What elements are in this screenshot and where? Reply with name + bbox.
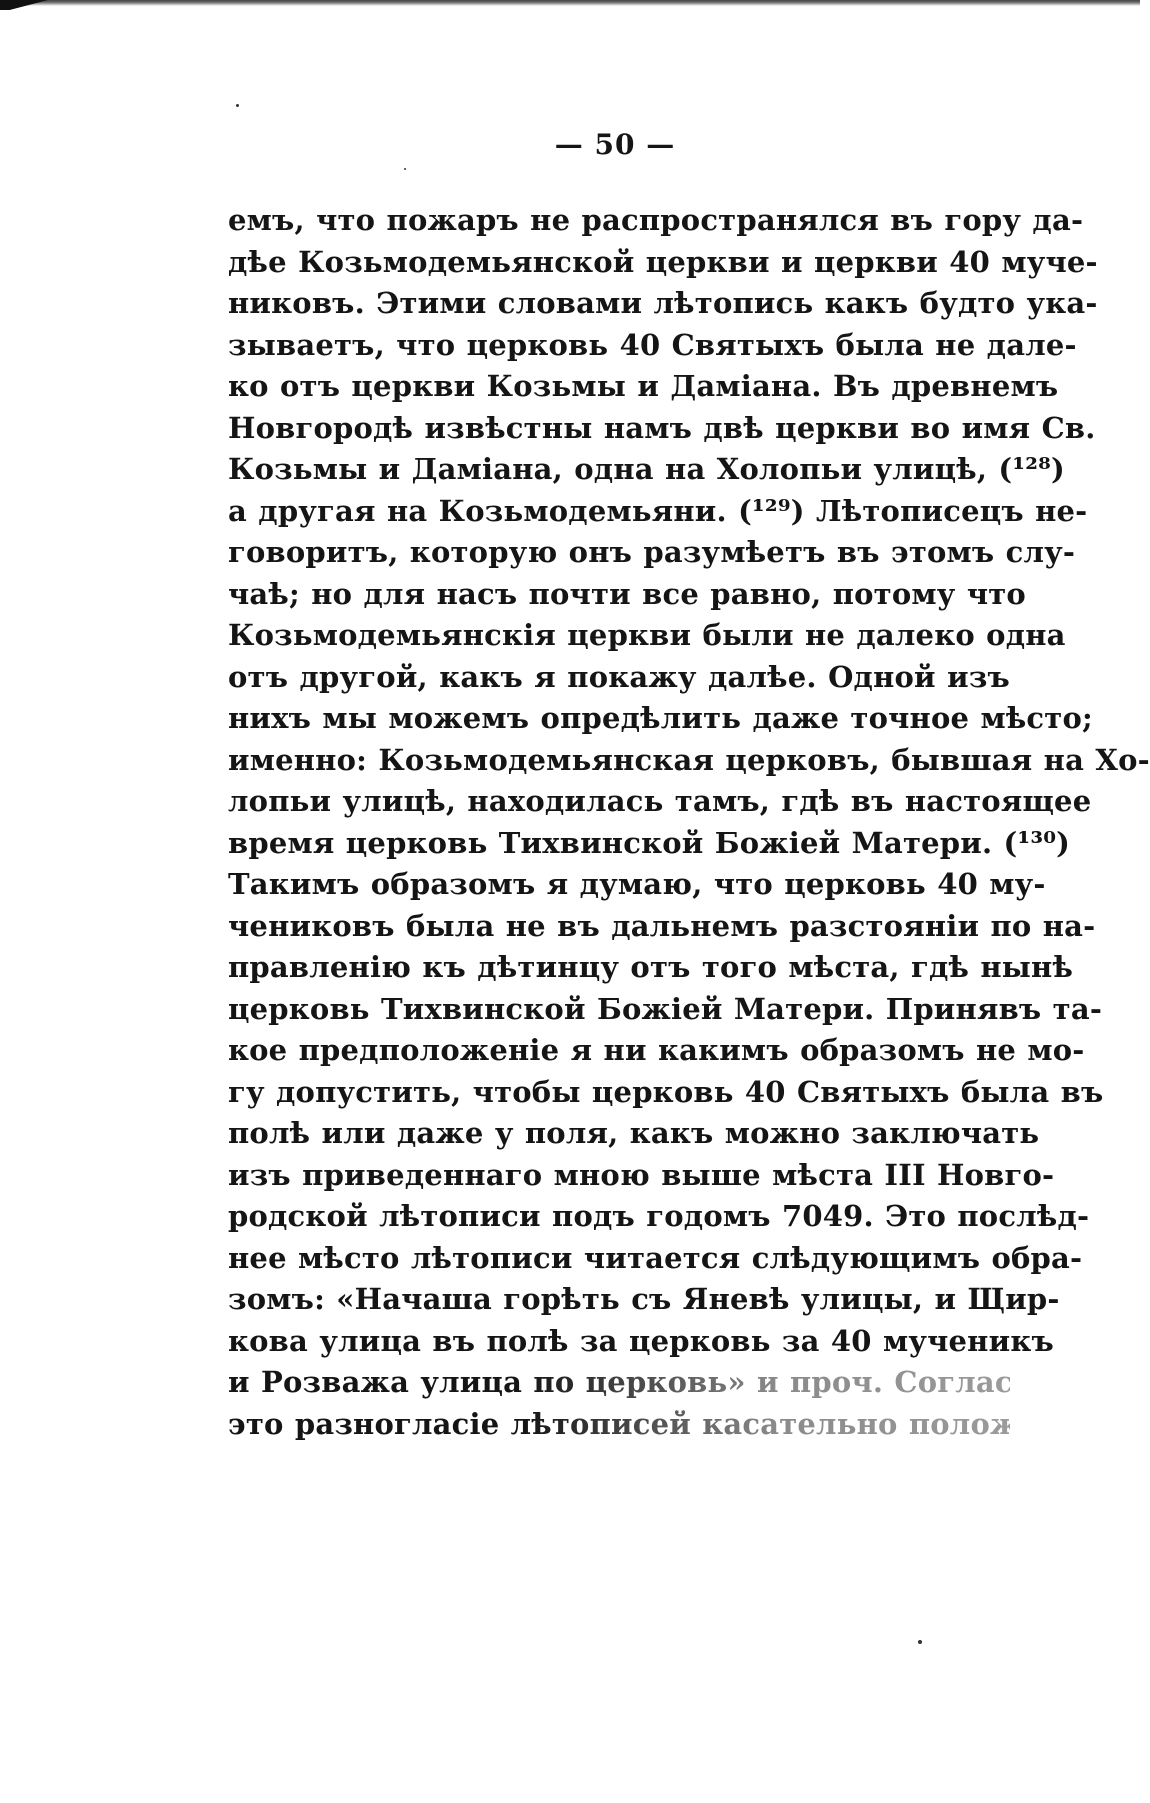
text-line: никовъ. Этими словами лѣтопись какъ будто ука- — [228, 286, 1098, 320]
text-line: говоритъ, которую онъ разумѣетъ въ этомъ слу- — [228, 535, 1076, 569]
text-line: кое предположеніе я ни какимъ образомъ не мо- — [228, 1033, 1085, 1067]
text-line: кова улица въ полѣ за церковь за 40 мученикъ — [228, 1323, 1054, 1358]
text-line: нее мѣсто лѣтописи читается слѣдующимъ обра- — [228, 1240, 1083, 1275]
text-line: родской лѣтописи подъ годомъ 7049. Это послѣд- — [228, 1199, 1090, 1233]
text-line: время церковь Тихвинской Божіей Матери. (¹³⁰) — [228, 825, 1071, 860]
text-line: Козьмодемьянскія церкви были не далеко одна — [228, 618, 1066, 652]
text-line: Козьмы и Даміана, одна на Холопьи улицѣ, (¹²⁸) — [228, 452, 1065, 486]
text-line: Новгородѣ извѣстны намъ двѣ церкви во имя Св. — [228, 410, 1096, 445]
text-line: церковь Тихвинской Божіей Матери. Принявъ та- — [228, 991, 1103, 1026]
text-line: отъ другой, какъ я покажу далѣе. Одной изъ — [228, 659, 1010, 694]
text-line: ко отъ церкви Козьмы и Даміана. Въ древнемъ — [228, 369, 1059, 403]
text-line: гу допустить, чтобы церковь 40 Святыхъ была въ — [228, 1074, 1104, 1109]
text-line: емъ, что пожаръ не распространялся въ гору да- — [228, 203, 1084, 237]
text-line: именно: Козьмодемьянская церковъ, бывшая на Хо- — [228, 742, 1150, 777]
text-line: чаѣ; но для насъ почти все равно, потому что — [228, 576, 1026, 611]
text-line: зомъ: «Начаша горѣть съ Яневѣ улицы, и Щир- — [228, 1282, 1060, 1316]
text-line: чениковъ была не въ дальнемъ разстояніи по на- — [228, 908, 1096, 943]
scan-speck — [236, 104, 239, 107]
text-line: это разногласіе лѣтописей касательно положенія — [228, 1404, 1010, 1446]
scan-speck — [404, 168, 406, 170]
scan-top-edge — [0, 0, 1140, 6]
text-line: лопьи улицѣ, находилась тамъ, гдѣ въ настоящее — [228, 784, 1092, 818]
text-line: зываетъ, что церковь 40 Святыхъ была не дале- — [228, 327, 1077, 362]
text-line: правленію къ дѣтинцу отъ того мѣста, гдѣ нынѣ — [228, 950, 1074, 984]
scan-speck — [918, 1640, 922, 1644]
text-line: Такимъ образомъ я думаю, что церковь 40 му- — [228, 867, 1046, 901]
page-number: — 50 — — [554, 128, 676, 161]
text-line: и Розважа улица по церковь» и проч. Согласить — [228, 1362, 1010, 1404]
body-text — [228, 200, 1150, 1445]
text-line: нихъ мы можемъ опредѣлить даже точное мѣсто; — [228, 701, 1093, 735]
text-line: дѣе Козьмодемьянской церкви и церкви 40 муче- — [228, 244, 1098, 279]
text-line: полѣ или даже у поля, какъ можно заключать — [228, 1116, 1040, 1150]
text-line: изъ приведеннаго мною выше мѣста III Новго- — [228, 1157, 1055, 1192]
text-line: а другая на Козьмодемьяни. (¹²⁹) Лѣтописецъ не- — [228, 493, 1088, 528]
